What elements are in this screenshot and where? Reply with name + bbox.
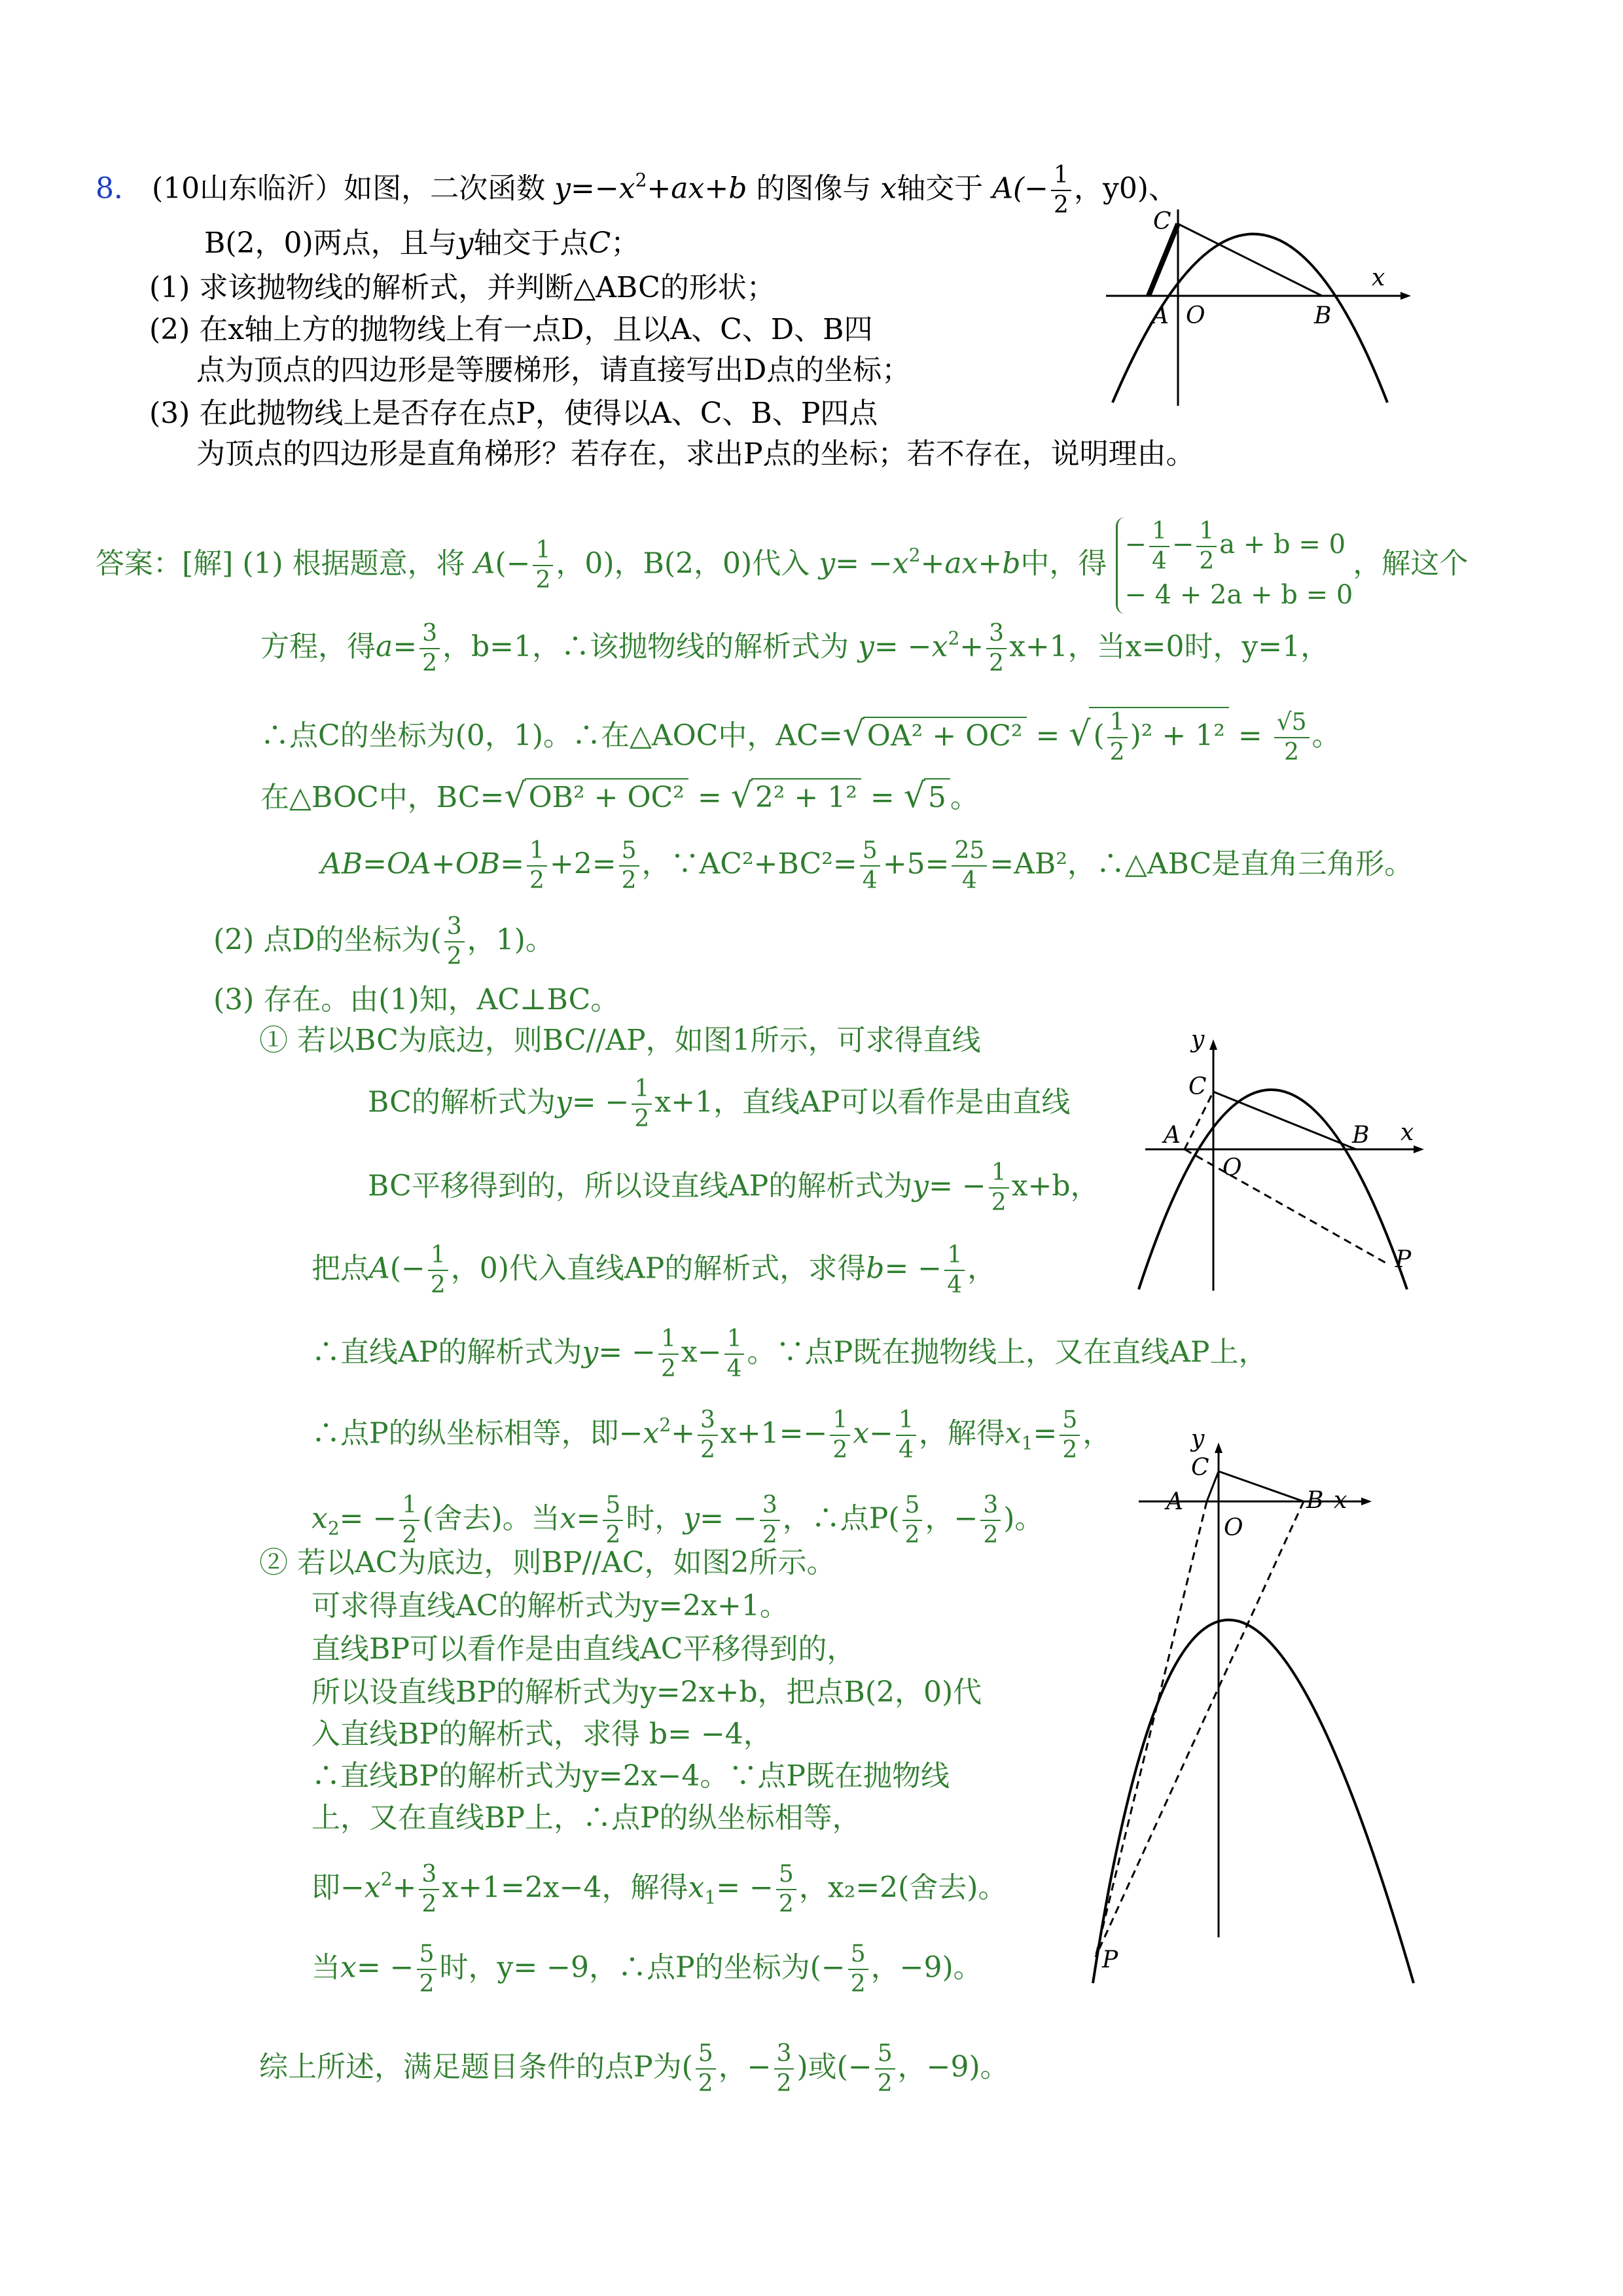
answer-line-3: ∴点C的坐标为(0，1)。∴在△AOC中，AC=√OA² + OC² = √( $\frac{1}{2}$ )² + 1² = $\frac{√5}{2}$ 。 [260,707,1341,767]
answer-part-2: (2) 点D的坐标为( $\frac{3}{2}$ ，1)。 [213,913,554,970]
case-1-line-4: 把点A(− $\frac{1}{2}$ ，0)代入直线AP的解析式，求得b= − $\frac{1}{4}$ ， [312,1242,997,1299]
fig2-label-O: O [1224,1515,1243,1541]
answer-line-2: 方程，得a= $\frac{3}{2}$ ，b=1，∴该抛物线的解析式为 $y= -x^2+$ $\frac{3}{2}$ x+1，当x=0时，y=1， [260,620,1330,677]
case-1-line-7: $x_2=$ − $\frac{1}{2}$ (舍去)。当x= $\frac{5}{2}$ 时，y= − $\frac{3}{2}$ ，∴点P( $\frac{5}{2}$ ，− $\frac{3}{2}$ )。 [312,1492,1044,1549]
label-B: B [1314,302,1332,329]
question-2-line-1: (2) 在x轴上方的抛物线上有一点D，且以A、C、D、B四 [149,313,873,346]
answer-line-4: 在△BOC中，BC=√OB² + OC² = √2² + 1² = √5 。 [260,776,979,816]
problem-figure [1099,170,1414,406]
fig2-label-y: y [1191,1426,1205,1452]
problem-line-1: 8． (10山东临沂）如图，二次函数 $y=-x^2+ax+b$ 的图像与 x轴交于 A(− $\frac{1}{2}$ ，y0)、 [96,162,1177,219]
case-2-line-1: ② 若以AC为底边，则BP//AC，如图2所示。 [259,1546,836,1579]
case-2-line-7: 上，又在直线BP上，∴点P的纵坐标相等， [312,1801,861,1835]
case-2-line-3: 直线BP可以看作是由直线AC平移得到的， [312,1632,856,1666]
answer-line-5: AB=OA+OB= $\frac{1}{2}$ +2= $\frac{5}{2}$ ，∵AC²+BC²= $\frac{5}{4}$ +5= $\frac{25}{4}$ =AB²，∴△ABC是直角三角形。 [321,837,1414,894]
question-1: (1) 求该抛物线的解析式，并判断△ABC的形状； [149,271,776,304]
fig1-label-C: C [1188,1073,1207,1100]
case-1-line-1: ① 若以BC为底边，则BC//AP，如图1所示，可求得直线 [259,1024,981,1057]
question-3-line-2: 为顶点的四边形是直角梯形？若存在，求出P点的坐标；若不存在，说明理由。 [196,437,1195,471]
case-2-line-6: ∴直线BP的解析式为y=2x−4。∵点P既在抛物线 [312,1759,950,1793]
question-3-line-1: (3) 在此抛物线上是否存在点P，使得以A、C、B、P四点 [149,397,878,430]
fig1-label-P: P [1395,1246,1412,1273]
answer-label: 答案： [96,547,182,581]
case-1-line-6: ∴点P的纵坐标相等，即$-x^2+$ $\frac{3}{2}$ x+1=− $\frac{1}{2}$ x− $\frac{1}{4}$ ，解得$x_1=$ $\frac{5}{2}$ ， [312,1407,1112,1463]
equation-system: − $\frac{1}{4}$ − $\frac{1}{2}$ a + b = 0 − 4 + 2a + b = 0 [1116,517,1353,614]
fig1-label-B: B [1352,1122,1370,1149]
label-A: A [1152,302,1169,329]
conclusion: 综上所述，满足题目条件的点P为( $\frac{5}{2}$ ，− $\frac{3}{2}$ )或(− $\frac{5}{2}$ ，−9)。 [259,2040,1009,2097]
fig2-label-B: B [1306,1487,1324,1514]
case-1-line-3: BC平移得到的，所以设直线AP的解析式为y= − $\frac{1}{2}$ x+b， [368,1159,1099,1216]
fig1-label-O: O [1222,1155,1242,1181]
figure-2 [1073,1420,1440,1990]
problem-number: 8． [96,171,143,206]
fig1-label-y: y [1191,1026,1205,1053]
figure-1 [1126,1021,1440,1296]
fig1-label-A: A [1164,1122,1181,1149]
case-2-line-8: 即$-x^2+$ $\frac{3}{2}$ x+1=2x−4，解得$x_1=$ − $\frac{5}{2}$ ，x₂=2(舍去)。 [312,1861,1007,1918]
fig2-label-A: A [1166,1488,1183,1515]
label-C: C [1153,208,1171,235]
case-2-line-5: 入直线BP的解析式，求得 b= −4， [312,1717,772,1751]
problem-line-2: B(2，0)两点，且与y轴交于点C； [204,226,640,260]
case-2-line-4: 所以设直线BP的解析式为y=2x+b，把点B(2，0)代 [312,1676,982,1709]
label-x: x [1372,264,1385,291]
case-1-line-5: ∴直线AP的解析式为y= − $\frac{1}{2}$ x− $\frac{1}{4}$ 。∵点P既在抛物线上，又在直线AP上， [312,1325,1268,1382]
answer-line-1: 答案：[解] (1) 根据题意，将 A(− $\frac{1}{2}$ ，0)，B(2，0)代入 $y= -x^2+ax+b$中，得 − $\frac{1}{4}$ − $\frac{1}{2}$ a + b = 0 − 4 + 2a + b = 0，解这个 [96,517,1468,614]
fig1-label-x: x [1400,1119,1414,1146]
label-O: O [1186,302,1205,329]
fig2-label-P: P [1102,1946,1118,1973]
case-2-line-9: 当x= − $\frac{5}{2}$ 时，y= −9，∴点P的坐标为(− $\frac{5}{2}$ ，−9)。 [312,1941,982,1998]
case-1-line-2: BC的解析式为y= − $\frac{1}{2}$ x+1，直线AP可以看作是由直线 [368,1075,1071,1132]
question-2-line-2: 点为顶点的四边形是等腰梯形，请直接写出D点的坐标； [196,353,911,387]
case-2-line-2: 可求得直线AC的解析式为y=2x+1。 [312,1589,789,1623]
fig2-label-x: x [1334,1487,1347,1514]
fig2-label-C: C [1191,1454,1209,1481]
answer-part-3: (3) 存在。由(1)知，AC⊥BC。 [213,983,620,1016]
